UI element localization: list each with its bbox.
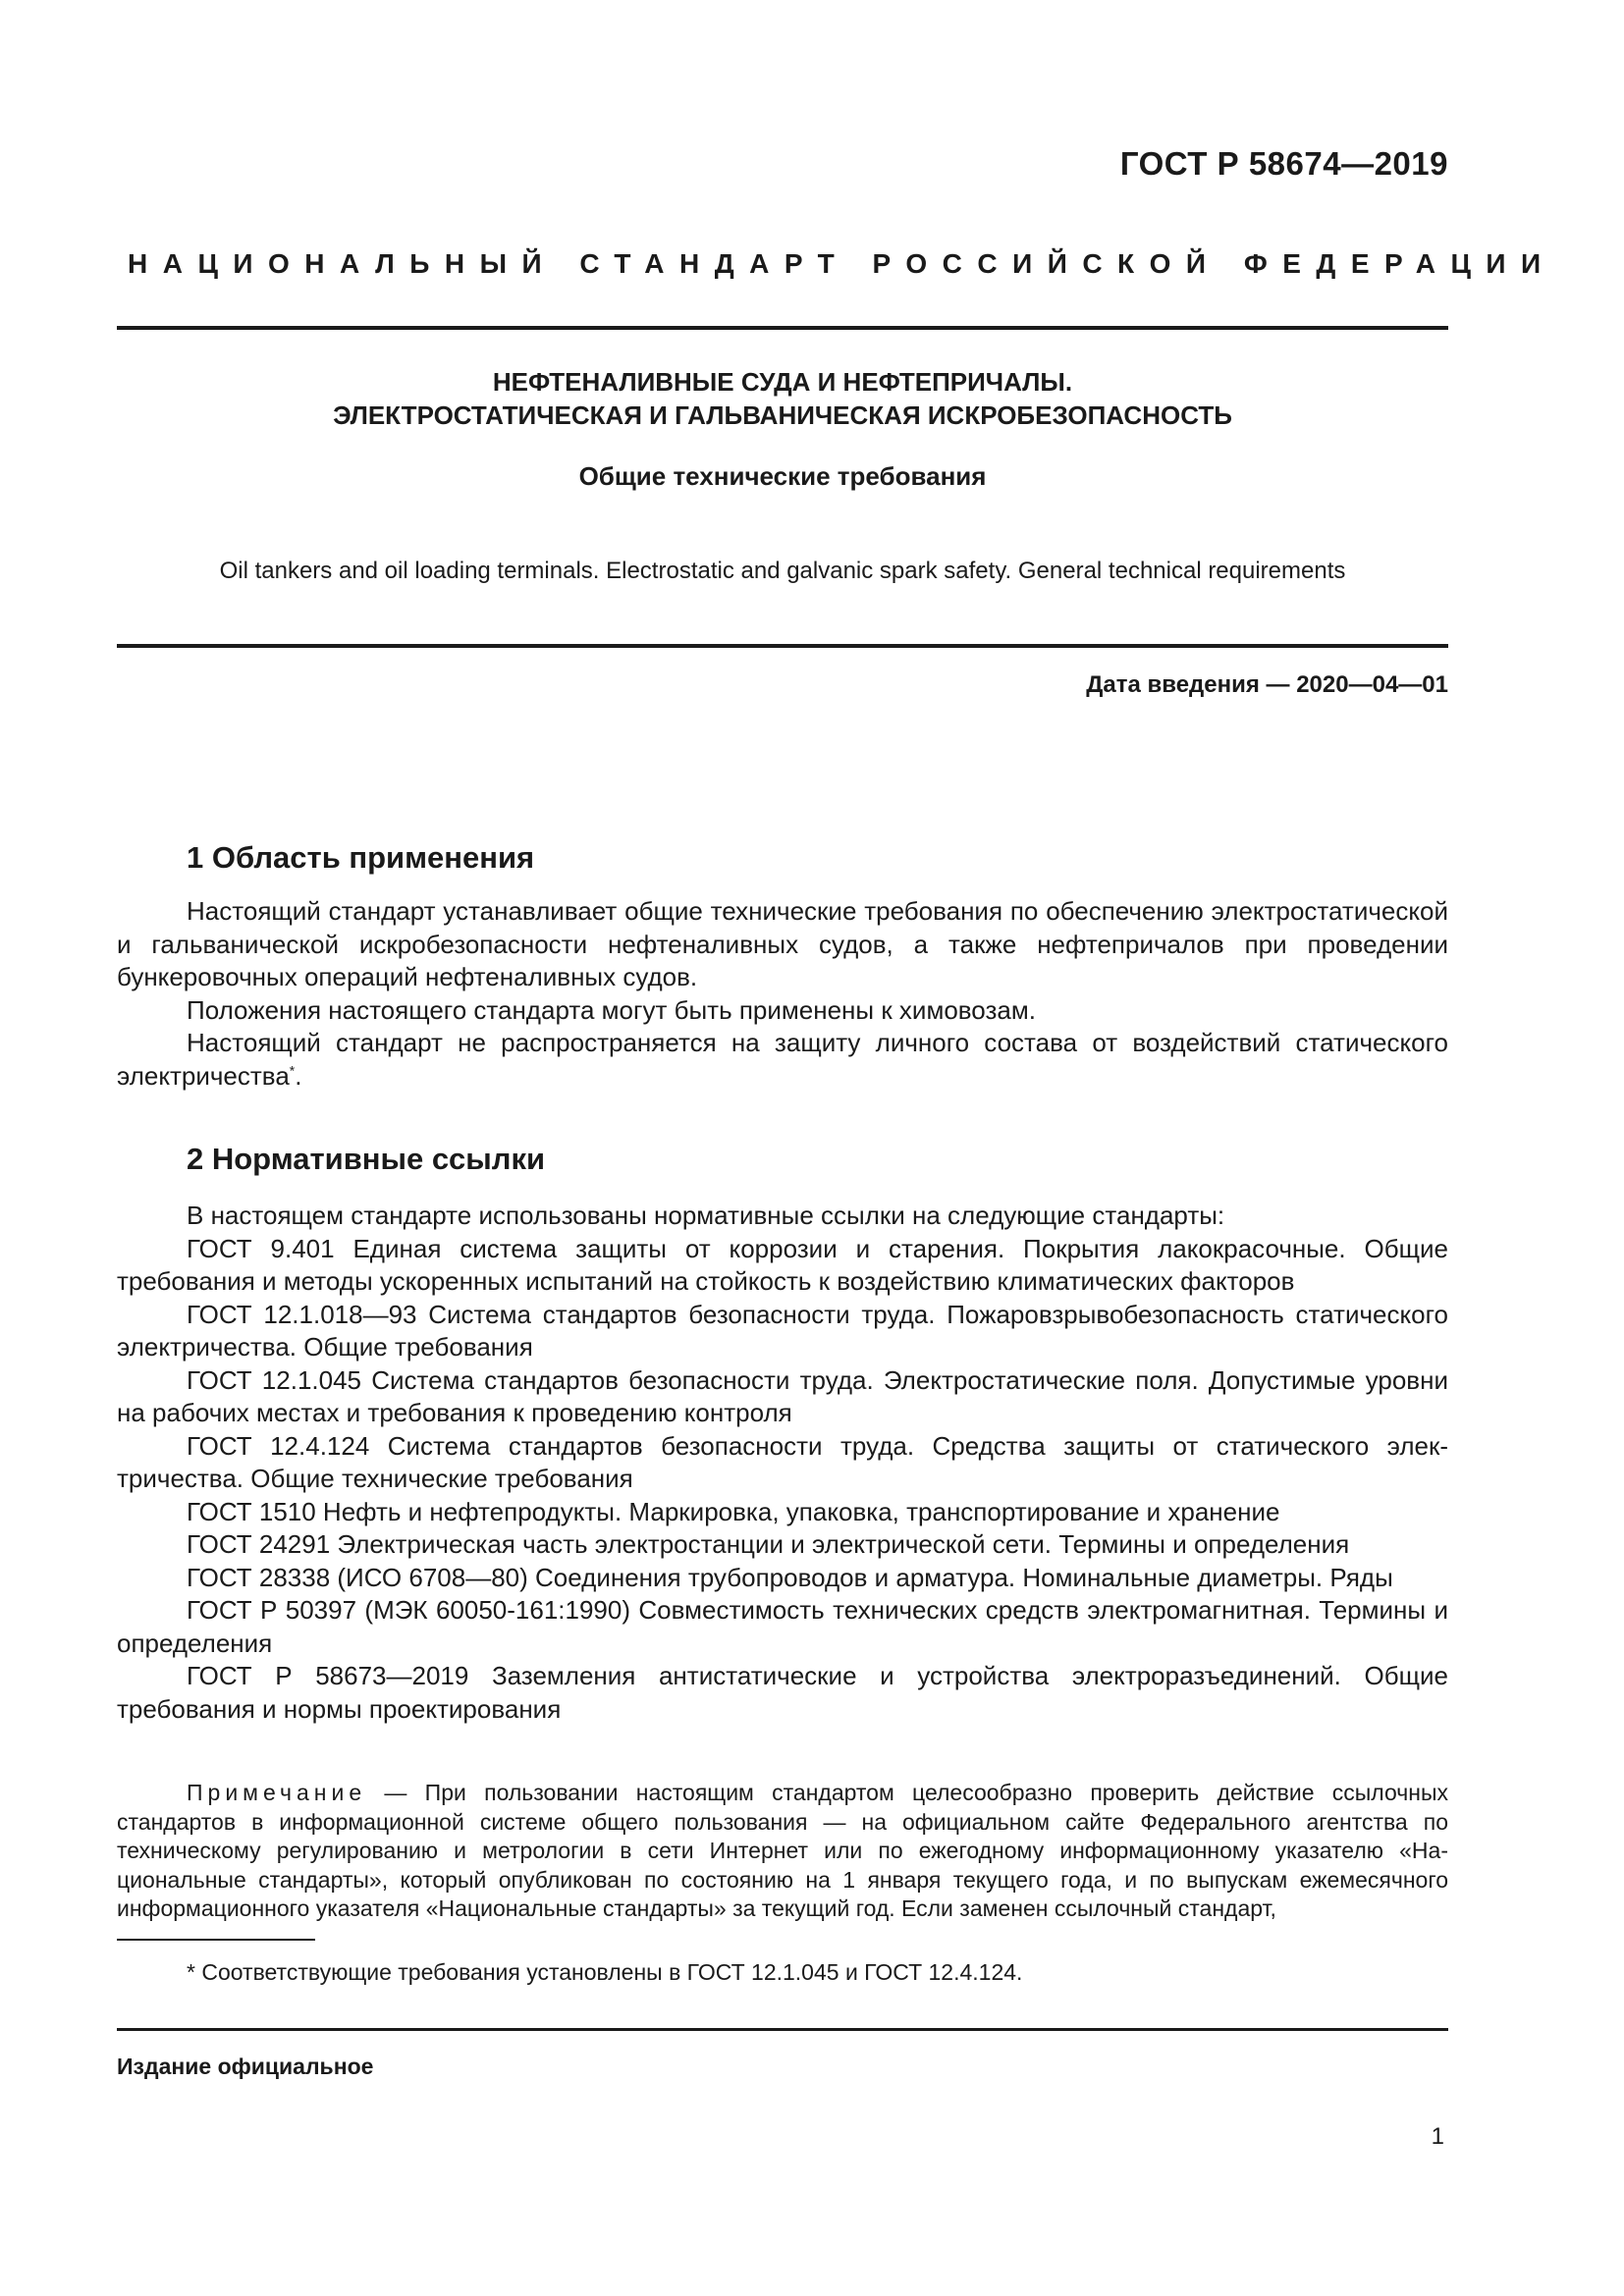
reference-item: ГОСТ 1510 Нефть и нефтепродукты. Маркировка, упаковка, транспортирование и хранение [187,1496,1280,1526]
section-2-intro: В настоящем стандарте использованы нормативные ссылки на следующие стандарты: [187,1201,1225,1230]
footnote-rule [117,1939,315,1941]
gost-number: ГОСТ Р 58674—2019 [1119,145,1448,182]
footnote-mark: * [289,1061,296,1078]
section-2-body [117,1200,1448,1726]
title-line-2: ЭЛЕКТРОСТАТИЧЕСКАЯ И ГАЛЬВАНИЧЕСКАЯ ИСКРОБЕЗОПАСНОСТЬ [333,400,1232,430]
document-subtitle: Общие технические требования [578,461,987,491]
note-block [117,1779,1448,1924]
reference-item: ГОСТ 12.1.045 Система стандартов безопасности труда. Электростатические поля. Допустимые уровни на рабочих местах и требования к проведению контроля [117,1364,1448,1427]
section-1-heading: 1 Область применения [187,840,535,875]
section-1-paragraph: Положения настоящего стандарта могут быть применены к химовозам. [187,994,1036,1025]
reference-item: ГОСТ Р 50397 (МЭК 60050-161:1990) Совместимость технических средств электромагнитная. Термины и определения [117,1595,1448,1658]
english-title: Oil tankers and oil loading terminals. Electrostatic and galvanic spark safety. General technical requirements [219,558,1346,584]
note-paragraph [117,1779,1448,1924]
top-rule [117,326,1448,330]
reference-item: ГОСТ Р 58673—2019 Заземления антистатические и устройства электроразъединений. Общие требования и нормы проектирования [117,1661,1448,1724]
note-text: — При пользовании настоящим стандартом целесообразно проверить действие ссылочных стандартов в информационной системе общего пользования — на официальном сайте Федерального агентства по техническому регулированию и метрологии в сети Интернет или по ежегодному информационному указателю «Национальные стандарты», который опубликован по состоянию на 1 января текущего года, и по выпускам ежемесячного информационного указателя «Национальные стандарты» за текущий год. Если заменен ссылочный стандарт, [117,1780,1448,1921]
reference-item: ГОСТ 28338 (ИСО 6708—80) Соединения трубопроводов и арматура. Номинальные диаметры. Ряды [187,1562,1393,1592]
footnote: * Соответствующие требования установлены в ГОСТ 12.1.045 и ГОСТ 12.4.124. [187,1959,1023,1985]
section-1-paragraph [117,1027,1448,1093]
paragraph-text: Настоящий стандарт не распространяется на защиту личного состава от воздействий статического электричества [117,1028,1448,1091]
reference-item: ГОСТ 12.1.018—93 Система стандартов безопасности труда. Пожаровзрывобезопасность статического электричества. Общие требования [117,1299,1448,1362]
title-rule [117,644,1448,648]
section-1-paragraph: Настоящий стандарт устанавливает общие технические требования по обеспечению электростатической и гальванической искробезопасности нефтеналивных судов, а также нефтепричалов при проведении бункеровочных операций нефтеналивных судов. [117,896,1448,991]
reference-item: ГОСТ 24291 Электрическая часть электростанции и электрической сети. Термины и определения [187,1529,1350,1559]
edition-label: Издание официальное [117,2054,374,2079]
paragraph-end: . [295,1060,302,1091]
page-number: 1 [1431,2123,1444,2150]
introduction-date: Дата введения — 2020—04—01 [1086,671,1448,698]
national-standard-banner: НАЦИОНАЛЬНЫЙ СТАНДАРТ РОССИЙСКОЙ ФЕДЕРАЦИИ [128,248,1556,279]
reference-item: ГОСТ 9.401 Единая система защиты от коррозии и старения. Покрытия лакокрасочные. Общие требования и методы ускоренных испытаний на стойкость к воздействию климатических факторов [117,1233,1448,1296]
reference-item: ГОСТ 12.4.124 Система стандартов безопасности труда. Средства защиты от статического электричества. Общие технические требования [117,1430,1448,1493]
document-title [117,365,1448,432]
note-label: Примечание [187,1780,367,1805]
title-line-1: НЕФТЕНАЛИВНЫЕ СУДА И НЕФТЕПРИЧАЛЫ. [492,367,1073,397]
section-2-heading: 2 Нормативные ссылки [187,1142,546,1176]
bottom-rule [117,2028,1448,2031]
section-1-body [117,895,1448,1093]
